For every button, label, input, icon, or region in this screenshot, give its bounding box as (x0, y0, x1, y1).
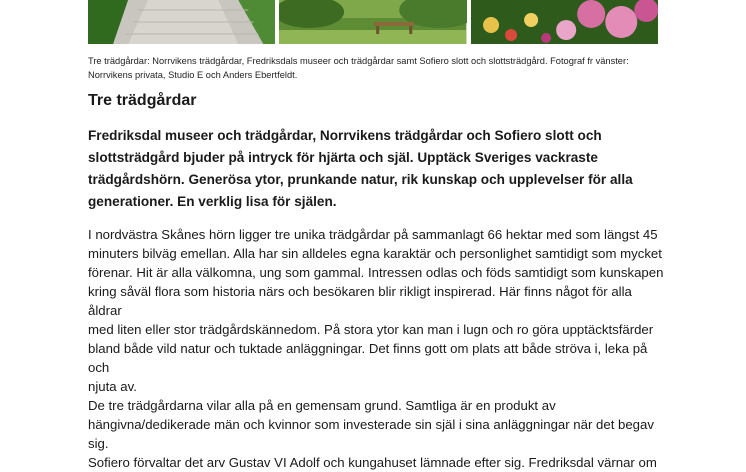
photo-stone-path (88, 0, 275, 44)
body-text (88, 225, 668, 472)
caption-line: Tre trädgårdar: Norrvikens trädgårdar, Fredriksdals museer och trädgårdar samt Sofiero slott och slottsträdgård. Fotograf fr vänster: (88, 56, 629, 66)
body-line: njuta av. (88, 379, 137, 394)
lead-line: Fredriksdal museer och trädgårdar, Norrvikens trädgårdar och Sofiero slott och (88, 128, 602, 143)
body-line: Sofiero förvaltar det arv Gustav VI Adolf och kungahuset lämnade efter sig. Fredriksdal värnar om (88, 455, 657, 470)
body-line: minuters bilväg emellan. Alla har sin alldeles egna karaktär och personlighet samtidigt som mycket (88, 246, 662, 261)
body-line: med liten eller stor trädgårdskännedom. På stora ytor kan man i lugn och ro göra upptäcktsfärder (88, 322, 654, 337)
lead-line: slottsträdgård bjuder på intryck för hjärta och själ. Upptäck Sveriges vackraste (88, 150, 598, 165)
body-line: I nordvästra Skånes hörn ligger tre unika trädgårdar på sammanlagt 66 hektar med som längst 45 (88, 227, 658, 242)
caption-line: Norrvikens privata, Studio E och Anders Ebertfeldt. (88, 70, 298, 80)
photo-flowers (471, 0, 658, 44)
photo-caption (88, 54, 688, 82)
photo-strip (88, 0, 658, 44)
body-line: kring såväl flora som historia närs och besökaren blir rikligt inspirerad. Här finns något för alla åldrar (88, 284, 632, 318)
lead-line: generationer. En verklig lisa för själen. (88, 194, 337, 209)
body-line: förenar. Hit är alla välkomna, ung som gammal. Intressen odlas och föds samtidigt som kunskapen (88, 265, 664, 280)
lead-line: trädgårdshörn. Generösa ytor, prunkande natur, rik kunskap och upplevelser för alla (88, 172, 633, 187)
lead-paragraph (88, 125, 668, 213)
body-line: De tre trädgårdarna vilar alla på en gemensam grund. Samtliga är en produkt av (88, 398, 556, 413)
page-title: Tre trädgårdar (88, 92, 197, 109)
body-line: bland både vild natur och tuktade anläggningar. Det finns gott om plats att både ströva i, leka på och (88, 341, 648, 375)
photo-garden-bench (279, 0, 466, 44)
body-line: hängivna/dedikerade män och kvinnor som investerade sin själ i sina anläggningar när det begav sig. (88, 417, 654, 451)
